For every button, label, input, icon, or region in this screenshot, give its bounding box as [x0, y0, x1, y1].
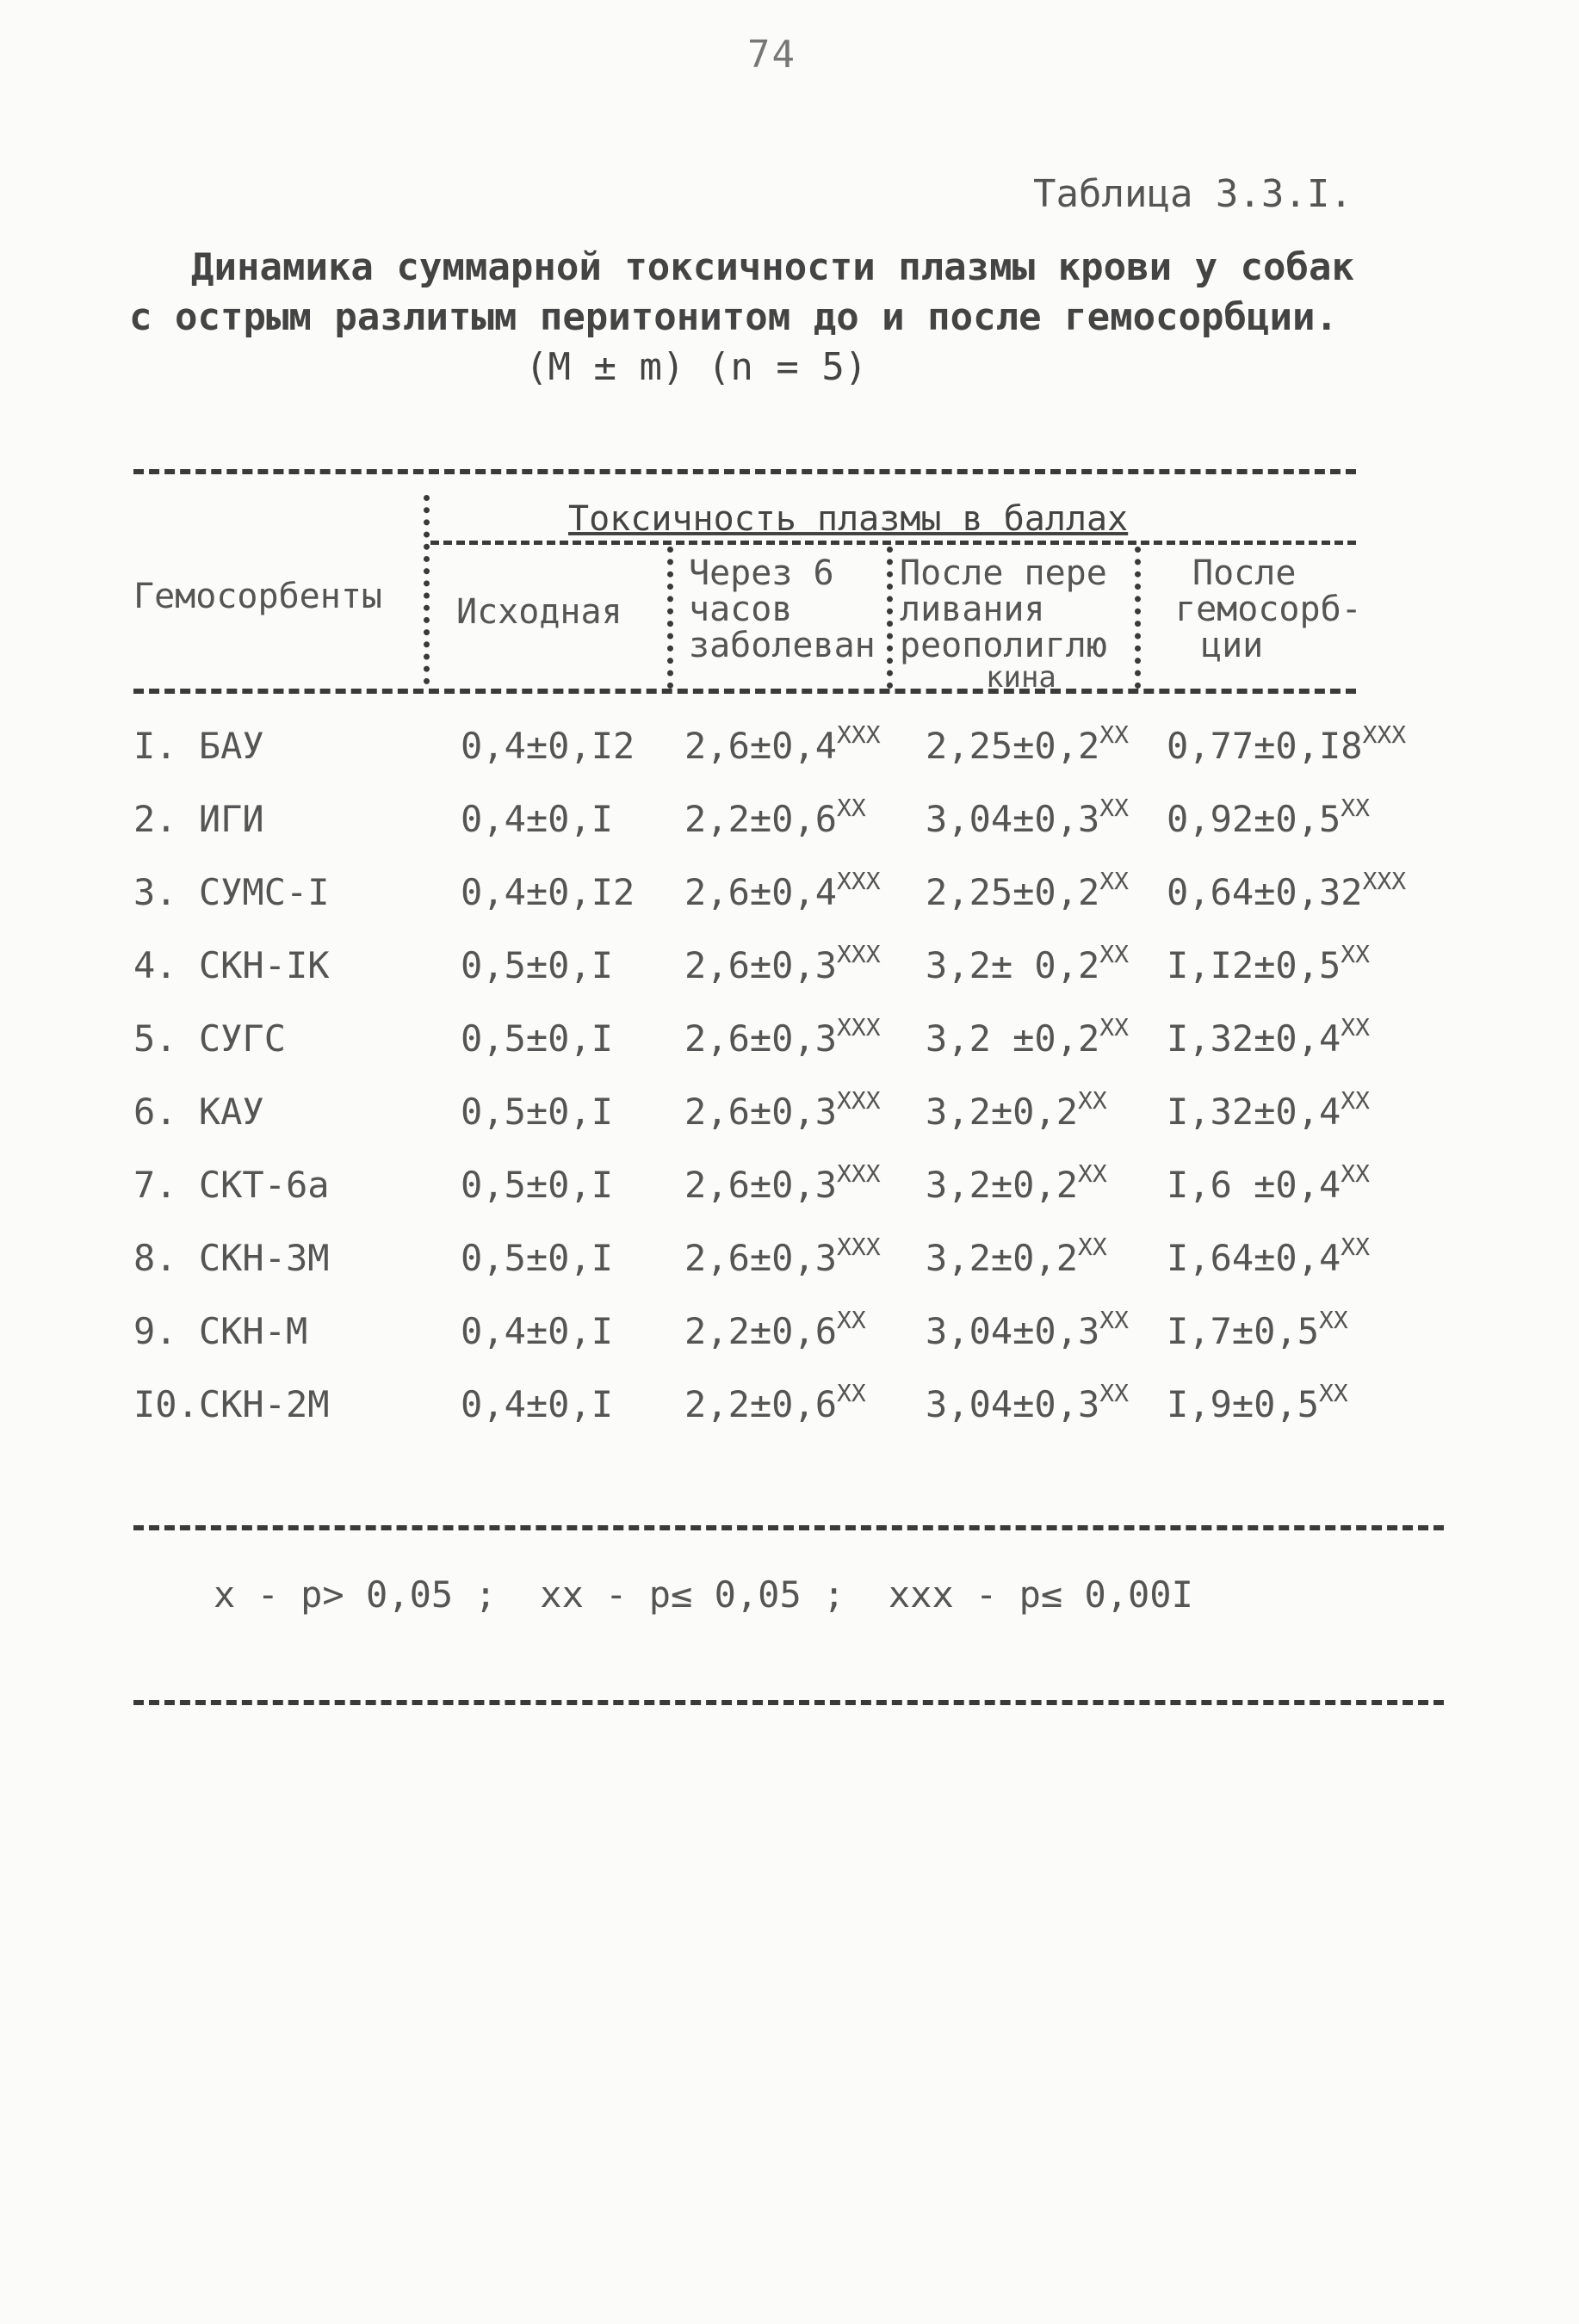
- after-6h-value-text: 2,6±0,4: [684, 725, 838, 767]
- sorbent-name-text: 3. СУМС-I: [133, 871, 330, 913]
- footnote-bottom-rule: [133, 1700, 1444, 1705]
- significance-footnote: x - p> 0,05 ; xx - p≤ 0,05 ; xxx - p≤ 0,00I: [214, 1573, 1193, 1616]
- sorbent-name: [133, 1237, 330, 1279]
- initial-value-text: 0,5±0,I: [461, 1017, 614, 1060]
- after-transfusion-value: [926, 940, 1130, 986]
- after-transfusion-value-text: 3,04±0,3: [926, 1310, 1100, 1352]
- sorbent-name-text: I0.СКН-2М: [133, 1383, 330, 1425]
- initial-value: [461, 1091, 613, 1133]
- sorbent-name: [133, 944, 330, 986]
- page-number: 74: [747, 33, 796, 77]
- after-6h-value-text: 2,2±0,6: [684, 1310, 838, 1352]
- significance-mark: XX: [1341, 1013, 1371, 1041]
- header-after-6h-line-1: Через 6: [689, 553, 834, 593]
- initial-value-text: 0,5±0,I: [461, 1237, 614, 1279]
- significance-mark: XXX: [837, 1233, 881, 1261]
- after-transfusion-value-text: 2,25±0,2: [926, 871, 1100, 913]
- initial-value: [461, 944, 613, 986]
- after-hemosorption-value: [1167, 1379, 1348, 1425]
- sorbent-name: [133, 1164, 330, 1206]
- after-transfusion-value: [926, 1233, 1107, 1279]
- initial-value-text: 0,4±0,I: [461, 1310, 614, 1352]
- after-hemosorption-value: [1167, 867, 1407, 913]
- initial-value-text: 0,4±0,I2: [461, 725, 635, 767]
- after-6h-value: [684, 1233, 881, 1279]
- after-6h-value-text: 2,2±0,6: [684, 798, 838, 840]
- after-6h-value: [684, 1306, 866, 1352]
- title-line-3: (М ± m) (n = 5): [525, 345, 868, 389]
- header-after-6h-line-3: заболеван: [689, 626, 876, 665]
- after-hemosorption-value: [1167, 1233, 1371, 1279]
- after-6h-value: [684, 1379, 866, 1425]
- significance-mark: XX: [837, 794, 866, 822]
- after-6h-value: [684, 720, 881, 767]
- significance-mark: XX: [1099, 867, 1130, 895]
- after-6h-value-text: 2,6±0,3: [684, 944, 838, 986]
- after-6h-value-text: 2,6±0,3: [684, 1017, 838, 1060]
- sorbent-name-text: 4. СКН-IК: [133, 944, 330, 986]
- significance-mark: XX: [1341, 1159, 1371, 1188]
- after-hemosorption-value-text: 0,64±0,32: [1167, 871, 1363, 913]
- initial-value: [461, 798, 613, 840]
- after-transfusion-value-text: 3,2±0,2: [926, 1091, 1079, 1133]
- table-bottom-rule: [133, 1525, 1444, 1530]
- header-divider-1: [424, 495, 430, 684]
- title-line-1: Динамика суммарной токсичности плазмы крови у собак: [191, 245, 1355, 289]
- significance-mark: XX: [1341, 794, 1371, 822]
- after-hemosorption-value-text: 0,92±0,5: [1167, 798, 1341, 840]
- significance-mark: XX: [1319, 1379, 1348, 1407]
- after-hemosorption-value-text: 0,77±0,I8: [1167, 725, 1363, 767]
- after-hemosorption-value-text: I,7±0,5: [1167, 1310, 1320, 1352]
- after-hemosorption-value-text: I,32±0,4: [1167, 1091, 1341, 1133]
- after-transfusion-value-text: 3,2±0,2: [926, 1237, 1079, 1279]
- sorbent-name: [133, 1383, 330, 1425]
- header-toxicity-group: Токсичность плазмы в баллах: [568, 499, 1129, 539]
- initial-value: [461, 1383, 613, 1425]
- after-hemosorption-value: [1167, 940, 1371, 986]
- after-hemosorption-value: [1167, 1013, 1371, 1060]
- header-after-hemosorption-line-3: ции: [1201, 626, 1264, 665]
- header-divider-3: [887, 547, 893, 689]
- initial-value: [461, 1237, 613, 1279]
- header-after-transfusion-line-3: реополиглю: [900, 626, 1107, 665]
- after-hemosorption-value: [1167, 1086, 1371, 1133]
- initial-value: [461, 871, 635, 913]
- header-divider-2: [667, 547, 673, 689]
- significance-mark: XX: [837, 1379, 866, 1407]
- significance-mark: XX: [837, 1306, 866, 1334]
- after-6h-value: [684, 794, 866, 840]
- after-transfusion-value: [926, 1013, 1130, 1060]
- significance-mark: XXX: [1362, 867, 1407, 895]
- initial-value: [461, 1017, 613, 1060]
- after-transfusion-value-text: 3,04±0,3: [926, 798, 1100, 840]
- header-group-rule: [430, 541, 1356, 545]
- significance-mark: XX: [1078, 1159, 1107, 1188]
- significance-mark: XX: [1341, 1086, 1371, 1115]
- after-hemosorption-value: [1167, 794, 1371, 840]
- significance-mark: XX: [1341, 940, 1371, 968]
- after-transfusion-value-text: 3,2± 0,2: [926, 944, 1100, 986]
- significance-mark: XX: [1099, 1013, 1130, 1041]
- significance-mark: XX: [1099, 794, 1130, 822]
- after-transfusion-value: [926, 1159, 1107, 1206]
- after-6h-value-text: 2,6±0,3: [684, 1091, 838, 1133]
- table-title: [129, 243, 1507, 392]
- after-6h-value: [684, 940, 881, 986]
- initial-value-text: 0,4±0,I: [461, 798, 614, 840]
- table-label: Таблица 3.3.I.: [1033, 172, 1353, 216]
- after-transfusion-value: [926, 1086, 1107, 1133]
- after-6h-value: [684, 1086, 881, 1133]
- sorbent-name-text: 7. СКТ-6а: [133, 1164, 330, 1206]
- after-6h-value-text: 2,6±0,3: [684, 1164, 838, 1206]
- sorbent-name: [133, 1017, 286, 1060]
- initial-value-text: 0,4±0,I: [461, 1383, 614, 1425]
- after-transfusion-value: [926, 720, 1130, 767]
- sorbent-name: [133, 798, 264, 840]
- after-transfusion-value: [926, 794, 1130, 840]
- after-transfusion-value-text: 3,04±0,3: [926, 1383, 1100, 1425]
- after-transfusion-value-text: 3,2±0,2: [926, 1164, 1079, 1206]
- significance-mark: XXX: [837, 1086, 881, 1115]
- significance-mark: XXX: [837, 940, 881, 968]
- significance-mark: XXX: [837, 867, 881, 895]
- title-line-2: с острым разлитым перитонитом до и после гемосорбции.: [129, 295, 1338, 339]
- header-after-6h: [689, 555, 876, 664]
- after-transfusion-value: [926, 1306, 1130, 1352]
- table-top-rule: [133, 469, 1356, 474]
- after-6h-value: [684, 1159, 881, 1206]
- header-sorbents: Гемосорбенты: [133, 577, 382, 616]
- significance-mark: XX: [1319, 1306, 1348, 1334]
- after-hemosorption-value-text: I,32±0,4: [1167, 1017, 1341, 1060]
- after-transfusion-value-text: 3,2 ±0,2: [926, 1017, 1100, 1060]
- significance-mark: XX: [1099, 720, 1130, 749]
- significance-mark: XX: [1099, 1379, 1130, 1407]
- sorbent-name-text: 6. КАУ: [133, 1091, 264, 1133]
- significance-mark: XXX: [837, 1013, 881, 1041]
- header-after-transfusion-line-4: кина: [986, 660, 1056, 695]
- header-bottom-rule: [133, 689, 1356, 694]
- after-hemosorption-value: [1167, 720, 1407, 767]
- significance-mark: XX: [1341, 1233, 1371, 1261]
- significance-mark: XXX: [837, 720, 881, 749]
- header-after-transfusion: [900, 553, 1107, 695]
- significance-mark: XX: [1099, 940, 1130, 968]
- after-hemosorption-value-text: I,6 ±0,4: [1167, 1164, 1341, 1206]
- sorbent-name: [133, 871, 330, 913]
- header-initial: Исходная: [456, 592, 622, 632]
- significance-mark: XXX: [1362, 720, 1407, 749]
- header-after-transfusion-line-2: ливания: [900, 590, 1045, 629]
- sorbent-name: [133, 1310, 307, 1352]
- sorbent-name: [133, 725, 264, 767]
- after-transfusion-value: [926, 1379, 1130, 1425]
- after-hemosorption-value-text: I,I2±0,5: [1167, 944, 1341, 986]
- initial-value: [461, 1164, 613, 1206]
- sorbent-name: [133, 1091, 264, 1133]
- after-hemosorption-value-text: I,9±0,5: [1167, 1383, 1320, 1425]
- after-hemosorption-value-text: I,64±0,4: [1167, 1237, 1341, 1279]
- sorbent-name-text: 9. СКН-М: [133, 1310, 308, 1352]
- after-hemosorption-value: [1167, 1306, 1348, 1352]
- header-divider-4: [1135, 547, 1141, 689]
- significance-mark: XXX: [837, 1159, 881, 1188]
- initial-value-text: 0,5±0,I: [461, 1164, 614, 1206]
- significance-mark: XX: [1078, 1086, 1107, 1115]
- initial-value-text: 0,5±0,I: [461, 1091, 614, 1133]
- significance-mark: XX: [1078, 1233, 1107, 1261]
- after-6h-value: [684, 867, 881, 913]
- initial-value: [461, 1310, 613, 1352]
- header-after-6h-line-2: часов: [689, 590, 793, 629]
- after-transfusion-value-text: 2,25±0,2: [926, 725, 1100, 767]
- header-after-hemosorption-line-1: После: [1192, 553, 1297, 593]
- header-after-hemosorption-line-2: гемосорб-: [1175, 590, 1362, 629]
- after-hemosorption-value: [1167, 1159, 1371, 1206]
- initial-value: [461, 725, 635, 767]
- initial-value-text: 0,4±0,I2: [461, 871, 635, 913]
- after-6h-value-text: 2,6±0,4: [684, 871, 838, 913]
- after-6h-value: [684, 1013, 881, 1060]
- significance-mark: XX: [1099, 1306, 1130, 1334]
- initial-value-text: 0,5±0,I: [461, 944, 614, 986]
- header-after-hemosorption: [1175, 555, 1362, 664]
- sorbent-name-text: 2. ИГИ: [133, 798, 264, 840]
- after-transfusion-value: [926, 867, 1130, 913]
- sorbent-name-text: 8. СКН-3М: [133, 1237, 330, 1279]
- after-6h-value-text: 2,2±0,6: [684, 1383, 838, 1425]
- sorbent-name-text: 5. СУГС: [133, 1017, 287, 1060]
- header-after-transfusion-line-1: После пере: [900, 553, 1107, 593]
- sorbent-name-text: I. БАУ: [133, 725, 264, 767]
- after-6h-value-text: 2,6±0,3: [684, 1237, 838, 1279]
